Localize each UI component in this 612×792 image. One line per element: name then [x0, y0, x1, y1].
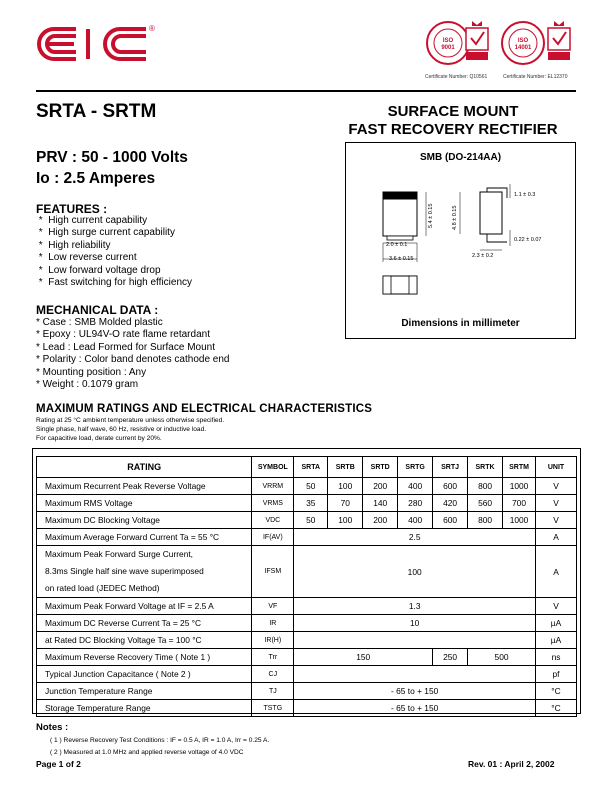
list-item: * Weight : 0.1079 gram [36, 379, 139, 391]
value-cell: 1000 [503, 512, 536, 529]
svg-text:9001: 9001 [441, 45, 455, 51]
package-drawing [346, 170, 575, 310]
unit-cell: ns [536, 649, 577, 666]
value-cell: 800 [468, 478, 503, 495]
features-heading: FEATURES : [36, 202, 108, 216]
rating-cell: Maximum RMS Voltage [37, 495, 252, 512]
col-header: SRTK [468, 457, 503, 478]
value-cell: - 65 to + 150 [294, 683, 536, 700]
table-row [37, 512, 577, 529]
unit-cell: A [536, 546, 577, 598]
unit-cell: pf [536, 666, 577, 683]
dim-label-3: 3.6 ± 0.15 [389, 256, 414, 262]
value-cell: 700 [503, 495, 536, 512]
value-cell: 35 [294, 495, 328, 512]
value-cell: 100 [328, 512, 363, 529]
table-row [37, 546, 577, 598]
list-item: * Case : SMB Molded plastic [36, 317, 163, 328]
list-item: * Low reverse current [36, 252, 137, 264]
table-row [37, 598, 577, 615]
rating-cell: Maximum DC Blocking Voltage [37, 512, 252, 529]
package-title: SMB (DO-214AA) [419, 152, 502, 163]
symbol-cell: IFSM [252, 546, 294, 598]
symbol-cell: VDC [252, 512, 294, 529]
note-1: ( 1 ) Reverse Recovery Test Conditions : IF = 0.5 A, IR = 1.0 A, Irr = 0.25 A. [50, 737, 270, 744]
value-cell: 150 [294, 649, 433, 666]
list-item: * Epoxy : UL94V-O rate flame retardant [36, 329, 210, 341]
value-cell: 1000 [503, 478, 536, 495]
symbol-cell: VF [252, 598, 294, 615]
rating-cell: Junction Temperature Range [37, 683, 252, 700]
value-cell: 250 [433, 649, 468, 666]
table-row [37, 649, 577, 666]
value-cell: 140 [363, 495, 398, 512]
notes-heading: Notes : [36, 722, 69, 733]
list-item: * Polarity : Color band denotes cathode end [36, 354, 230, 366]
header-divider [36, 90, 576, 92]
col-header: UNIT [536, 457, 577, 478]
dim-label-5: 1.1 ± 0.3 [514, 192, 536, 198]
value-cell: 100 [294, 546, 536, 598]
rating-line: 8.3ms Single half sine wave superimposed [45, 566, 204, 576]
rating-cell: Maximum Recurrent Peak Reverse Voltage [37, 478, 252, 495]
prv-spec: PRV : 50 - 1000 Volts [36, 149, 188, 166]
list-item: * High reliability [36, 239, 111, 251]
value-cell: 420 [433, 495, 468, 512]
symbol-cell: Trr [252, 649, 294, 666]
value-cell: 800 [468, 512, 503, 529]
rating-line: Maximum Peak Forward Surge Current, [45, 549, 194, 559]
value-cell: 50 [294, 478, 328, 495]
unit-cell: V [536, 512, 577, 529]
page-number: Page 1 of 2 [36, 759, 81, 769]
product-title-line1: SURFACE MOUNT [387, 103, 519, 120]
col-header: SRTG [398, 457, 433, 478]
col-header: SRTA [294, 457, 328, 478]
list-item: * High current capability [36, 215, 148, 226]
value-cell: 280 [398, 495, 433, 512]
list-item: * High surge current capability [36, 227, 175, 239]
rating-cell: Maximum Reverse Recovery Time ( Note 1 ) [37, 649, 252, 666]
ratings-title: MAXIMUM RATINGS AND ELECTRICAL CHARACTERISTICS [36, 403, 373, 415]
part-number: SRTA - SRTM [36, 101, 157, 122]
svg-text:ISO: ISO [442, 38, 454, 44]
dim-label-6: 0.22 ± 0.07 [514, 237, 542, 243]
value-cell: 70 [328, 495, 363, 512]
rating-cell: Maximum Peak Forward Voltage at IF = 2.5 A [37, 598, 252, 615]
package-caption: Dimensions in millimeter [401, 318, 520, 329]
cert-number-2: Certificate Number: EL12370 [503, 74, 568, 80]
value-cell: 600 [433, 512, 468, 529]
features-list [36, 215, 192, 289]
table-row [37, 615, 577, 632]
list-item: * Lead : Lead Formed for Surface Mount [36, 341, 215, 353]
cert-number-1: Certificate Number: Q10561 [425, 74, 488, 80]
value-cell: 200 [363, 478, 398, 495]
iso-14001-badge [500, 20, 546, 66]
unit-cell: µA [536, 615, 577, 632]
unit-cell: V [536, 495, 577, 512]
col-header: SRTM [503, 457, 536, 478]
rating-cell [37, 546, 252, 598]
rating-cell: Maximum DC Reverse Current Ta = 25 °C [37, 615, 252, 632]
product-title-line2: FAST RECOVERY RECTIFIER [348, 121, 558, 138]
symbol-cell: VRRM [252, 478, 294, 495]
eic-logo [36, 20, 154, 68]
value-cell: 200 [363, 512, 398, 529]
list-item: * Low forward voltage drop [36, 264, 161, 276]
ukas-mark-1 [463, 18, 491, 68]
unit-cell: µA [536, 632, 577, 649]
col-header: SRTB [328, 457, 363, 478]
dim-label-1: 5.4 ± 0.15 [428, 203, 434, 228]
value-cell: 400 [398, 478, 433, 495]
value-cell: 50 [294, 512, 328, 529]
col-header: SRTD [363, 457, 398, 478]
col-header: SRTJ [433, 457, 468, 478]
list-item: * Mounting position : Any [36, 366, 147, 378]
unit-cell: V [536, 598, 577, 615]
value-cell: 400 [398, 512, 433, 529]
list-item: * Fast switching for high efficiency [36, 277, 193, 289]
svg-text:14001: 14001 [514, 45, 532, 51]
value-cell: 1.3 [294, 598, 536, 615]
col-header: RATING [37, 457, 252, 478]
dim-label-7: 2.3 ± 0.2 [472, 253, 494, 259]
rating-cell: at Rated DC Blocking Voltage Ta = 100 °C [37, 632, 252, 649]
rating-cell: Storage Temperature Range [37, 700, 252, 717]
mechanical-heading: MECHANICAL DATA : [36, 303, 159, 317]
rating-line: on rated load (JEDEC Method) [45, 583, 160, 593]
revision: Rev. 01 : April 2, 2002 [468, 759, 555, 769]
table-row [37, 529, 577, 546]
symbol-cell: TJ [252, 683, 294, 700]
value-cell: 560 [468, 495, 503, 512]
note-2: ( 2 ) Measured at 1.0 MHz and applied reverse voltage of 4.0 VDC [50, 749, 244, 756]
ratings-note-2: Single phase, half wave, 60 Hz, resistive or inductive load. [36, 426, 207, 433]
ukas-mark-2 [545, 18, 573, 68]
rating-cell: Typical Junction Capacitance ( Note 2 ) [37, 666, 252, 683]
value-cell: 10 [294, 615, 536, 632]
value-cell: - 65 to + 150 [294, 700, 536, 717]
unit-cell: °C [536, 683, 577, 700]
table-row [37, 495, 577, 512]
table-row [37, 478, 577, 495]
ratings-note-1: Rating at 25 °C ambient temperature unless otherwise specified. [36, 417, 225, 424]
mechanical-list [36, 317, 229, 391]
col-header: SYMBOL [252, 457, 294, 478]
rating-cell: Maximum Average Forward Current Ta = 55 °C [37, 529, 252, 546]
value-cell: 100 [328, 478, 363, 495]
ratings-note-3: For capacitive load, derate current by 20%. [36, 435, 162, 442]
unit-cell: °C [536, 700, 577, 717]
dim-label-4: 4.8 ± 0.15 [452, 205, 458, 230]
value-cell: 600 [433, 478, 468, 495]
table-row [37, 666, 577, 683]
value-cell: 500 [468, 649, 536, 666]
table-row [37, 683, 577, 700]
io-spec: Io : 2.5 Amperes [36, 170, 156, 187]
unit-cell: A [536, 529, 577, 546]
value-cell: 2.5 [294, 529, 536, 546]
table-row [37, 700, 577, 717]
registered-mark: ® [149, 24, 155, 33]
symbol-cell: IF(AV) [252, 529, 294, 546]
svg-text:ISO: ISO [517, 38, 529, 44]
symbol-cell: CJ [252, 666, 294, 683]
symbol-cell: TSTG [252, 700, 294, 717]
table-header-row [37, 457, 577, 478]
value-cell [294, 632, 536, 649]
symbol-cell: IR(H) [252, 632, 294, 649]
dim-label-2: 2.0 ± 0.1 [386, 242, 408, 248]
symbol-cell: VRMS [252, 495, 294, 512]
value-cell [294, 666, 536, 683]
symbol-cell: IR [252, 615, 294, 632]
unit-cell: V [536, 478, 577, 495]
table-row [37, 632, 577, 649]
ratings-table [36, 456, 577, 717]
